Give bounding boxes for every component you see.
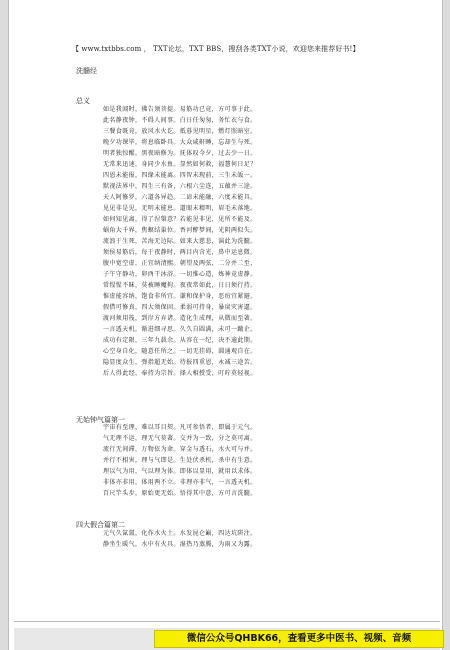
verse-line: 如何知见离，得了涅槃意？若能见非见，见所不能及。 [103,216,257,223]
right-page-border [442,0,450,650]
verse-line: 流行无间滞，万物依为命。穿金与透石，水火可与并。 [103,446,257,453]
verse-line: 腹中宽空虚，正宜纳清熙。朝望及两弦，二分并二至， [103,260,257,267]
verse-line: 见见非是见，无明未能息。道眼未精明，眉毛未落地。 [103,205,257,212]
verse-line: 常惺惺不昧，莫被睡魔拘。夜夜常如此，日日须行持。 [103,282,257,289]
verse-line: 晚夕功课毕，将息临卧具。大众咸鼾睡，忘却生与死。 [103,139,257,146]
page-bottom-divider [14,621,440,622]
left-page-border [0,0,9,650]
verse-line: 并行不相害，理与气即是。生处伏杀机，杀中有生意。 [103,457,257,464]
verse-line: 假借可修真，四大须保固。柔弱可持身，暴戾灾害逼。 [103,304,257,311]
verse-line: 心空身自化，随意任所之。一切无挂碍，圆通观自在。 [103,348,257,355]
verse-line: 无常来迅速，身同少水鱼。显然如何救，福慧何日足？ [103,161,257,168]
wechat-banner: 微信公众号QHBK66，查看更多中医书、视频、音频 [154,630,444,648]
verse-line: 百尺竿头步，原始更无始。悟得其中意，方可言洗髓。 [103,490,257,497]
verse-line: 宇宙有至理，难以耳目契。凡可参悟者，即属于元气。 [103,424,257,431]
verse-line: 此名静夜钟，不碍人间事。白日任匆匆，务忙衣与食。 [103,117,257,124]
verse-block-wushi [103,422,403,499]
verse-line: 一言透天机，渐进细寻思。久久自圆满，未可一蹴企。 [103,326,257,333]
verse-line: 成功有定限，三年九载余。从容在一纪，决不逾此期。 [103,337,257,344]
verse-line: 流浪于生死，苦海无边际。如来大慈悲，演此为洗髓。 [103,238,257,245]
verse-line: 明者独惊醒，黑夜暗修为。抚体叹今夕，过去少一日。 [103,150,257,157]
verse-line: 渡河须用筏，到岸方弃诸。造化生成理，从微而至著。 [103,315,257,322]
document-page [12,0,442,650]
verse-line: 三餐食既竟，放风水火讫。抵暮见明星，燃灯照暗室。 [103,128,257,135]
verse-line: 后人得此经，奉持为宗旨。择人相授受，叮咛莫轻视。 [103,370,257,377]
verse-line: 四恩未能报，四缘未能离。四智未现前，三生未皈一。 [103,172,257,179]
verse-line: 惟虚能容纳，饱食非所宜。谦和保护身，恶疠宜紧避。 [103,293,257,300]
section-title-wushi: 无始钟气篇第一 [76,416,125,424]
section-title-zongyi: 总义 [76,97,90,105]
header-note: 【 www.txtbbs.com ， TXT论坛，TXT BBS，搜刮各类TXT小说，欢迎您来推荐好书!】 [72,45,360,53]
verse-line: 静坐生暖气，水中有火具。湿热乃蒸腾，为雨又为露。 [103,541,257,548]
verse-line: 天人阿修罗，六道各异趋。二谛未能融，六度未能具。 [103,194,257,201]
verse-line: 如是我闻时，佛告须菩提。易筋功已竟，方可事于此。 [103,106,257,113]
book-title: 洗髓经 [76,67,97,75]
verse-line: 非体亦非用，体用两不立。非理亦非气，一言透天机。 [103,479,257,486]
verse-line: 隐显度众生，弹指超无始。待报四重恩，永减三途苦。 [103,359,257,366]
verse-line: 理以气为用，气以理为体。即体以显用，就用以求体。 [103,468,257,475]
verse-line: 默视法界中，四生三有备，六根六尘连，五蕴并三途。 [103,183,257,190]
verse-line: 蜗角大千界，焦螟结巢位。香河醉梦间，光阴两似失。 [103,227,257,234]
verse-line: 气无理不运，理无气莫著。交并为一致，分之莫可离。 [103,435,257,442]
verse-block-zongyi [103,104,403,379]
verse-line: 须侯易筋后，每于夜静时，两目内含光，鼻中运息微。 [103,249,257,256]
verse-block-sida [103,528,403,550]
verse-line: 子午守静功，卯酉干沐浴。一切惟心造，炼神竟虚静。 [103,271,257,278]
section-title-sida: 四大假合篇第二 [76,521,125,529]
verse-line: 元气久氤氲，化作水火土。水发昆仑巅，四达坑阱注。 [103,530,257,537]
